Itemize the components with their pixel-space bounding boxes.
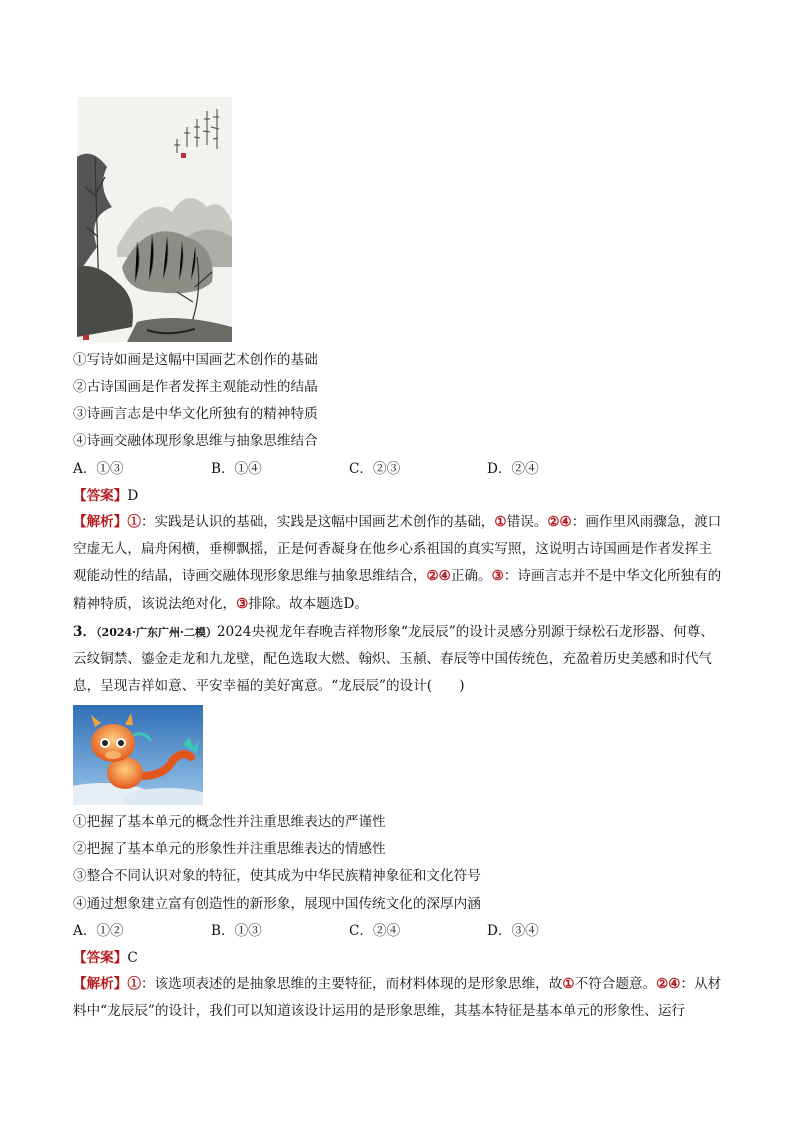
q2-option-d: D．②④ — [487, 461, 539, 477]
question-number: 3． — [73, 624, 97, 640]
q2-answer — [73, 487, 723, 505]
q2-item-3: ③诗画言志是中华文化所独有的精神特质 — [73, 406, 318, 422]
ink-painting-image — [77, 97, 232, 342]
circled-number: ②④ — [426, 568, 451, 585]
analysis-segment: 排除。故本题选D。 — [248, 595, 368, 612]
q2-option-c: C．②③ — [349, 461, 401, 477]
q2-item-4: ④诗画交融体现形象思维与抽象思维结合 — [73, 433, 318, 449]
circled-number: ① — [562, 976, 575, 992]
analysis-segment: 错误。 — [506, 514, 548, 530]
circled-number: ① — [494, 514, 507, 530]
answer-label: 【答案】 — [73, 950, 128, 966]
q2-item-1: ①写诗如画是这幅中国画艺术创作的基础 — [73, 352, 318, 368]
analysis-label: 【解析】 — [73, 514, 128, 530]
circled-number: ②④ — [547, 514, 572, 530]
question-text: 2024央视龙年春晚吉祥物形象“龙辰辰”的设计灵感分别源于绿松石龙形器、何尊、云纹铜禁、鎏金走龙和九龙壁，配色选取大燃、翰炽、玉頳、春辰等中国传统色，充盈着历史美感和时代气息，呈现吉祥如意、平安幸福的美好寓意。“龙辰辰”的设计( ) — [73, 624, 714, 695]
q2-option-b: B．①④ — [211, 461, 262, 477]
q2-option-a: A．①③ — [73, 461, 124, 477]
answer-value: C — [127, 950, 138, 966]
q2-options — [73, 460, 723, 478]
circled-number: ③ — [491, 568, 504, 585]
analysis-segment: 正确。 — [450, 568, 492, 585]
q3-options — [73, 922, 723, 940]
q3-answer — [73, 949, 723, 967]
answer-value: D — [127, 488, 139, 504]
analysis-text — [73, 514, 721, 612]
circled-number: ③ — [236, 595, 249, 612]
analysis-segment: 不符合题意。 — [574, 976, 657, 992]
q3-option-c: C．②④ — [349, 923, 401, 939]
circled-number: ① — [127, 514, 141, 530]
circled-number: ②④ — [656, 976, 681, 992]
q3-stem — [73, 619, 723, 701]
analysis-segment: ：从材料中“龙辰辰”的设计，我们可以知道该设计运用的是形象思维，其基本特征是基本单元的形象性、运行 — [73, 976, 722, 1020]
q3-item-1: ①把握了基本单元的概念性并注重思维表达的严谨性 — [73, 814, 386, 830]
question-source: （2024·广东广州·二模） — [96, 626, 217, 639]
answer-label: 【答案】 — [73, 488, 128, 504]
q3-item-3: ③整合不同认识对象的特征，使其成为中华民族精神象征和文化符号 — [73, 868, 481, 884]
q2-analysis — [73, 509, 723, 618]
analysis-segment: ：诗画言志并不是中华文化所独有的精神特质，该说法绝对化， — [73, 568, 722, 612]
q3-option-d: D．③④ — [487, 923, 539, 939]
analysis-segment: ：实践是认识的基础，实践是这幅中国画艺术创作的基础， — [140, 514, 495, 530]
q3-analysis — [73, 971, 723, 1025]
analysis-text — [73, 976, 721, 1019]
circled-number: ① — [127, 976, 141, 992]
q3-option-a: A．①② — [73, 923, 124, 939]
q2-item-2: ②古诗国画是作者发挥主观能动性的结晶 — [73, 379, 318, 395]
q3-option-b: B．①③ — [211, 923, 262, 939]
analysis-label: 【解析】 — [73, 976, 128, 992]
dragon-mascot-image — [73, 705, 203, 805]
q3-item-4: ④通过想象建立富有创造性的新形象，展现中国传统文化的深厚内涵 — [73, 896, 481, 912]
analysis-segment: ：画作里风雨骤急，渡口空虚无人，扁舟闲横，垂柳飘摇，正是何香凝身在他乡心系祖国的真实写照，这说明古诗国画是作者发挥主观能动性的结晶，诗画交融体现形象思维与抽象思维结合， — [73, 514, 722, 585]
q3-item-2: ②把握了基本单元的形象性并注重思维表达的情感性 — [73, 841, 386, 857]
analysis-segment: ：该选项表述的是抽象思维的主要特征，而材料体现的是形象思维，故 — [140, 976, 563, 992]
